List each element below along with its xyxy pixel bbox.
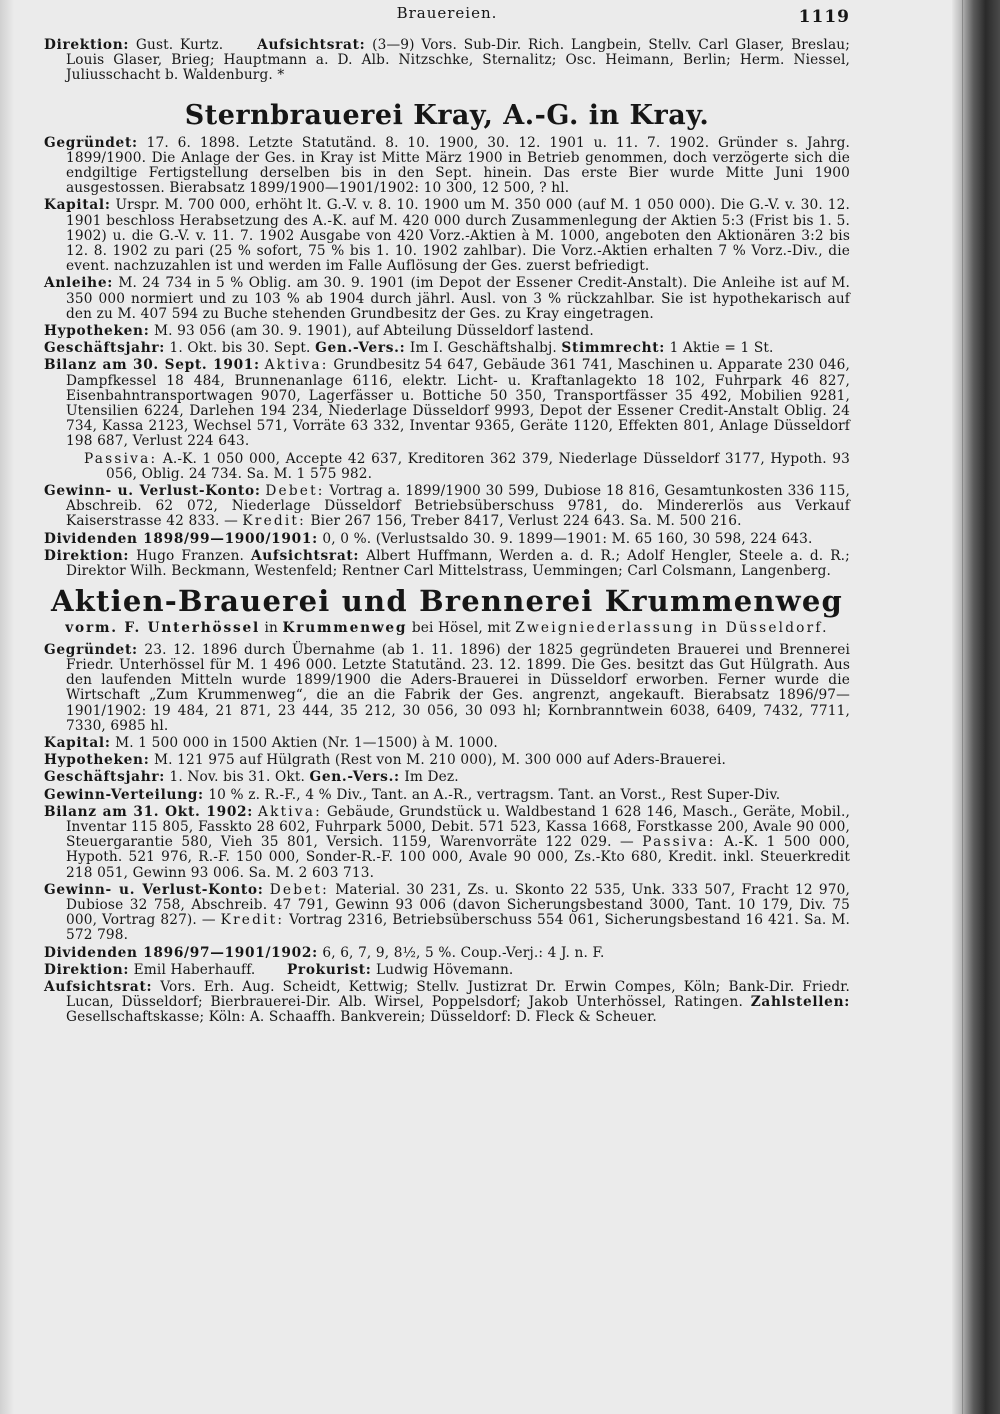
section-kapital: [44, 198, 850, 274]
section-text: Albert Huffmann, Werden a. d. R.; Adolf Hengler, Steele a. d. R.; Direktor Wilh. Beckmann, Westenfeld; Rentner Carl Mittelstrass, Uemmingen; Carl Colsmann, Langenberg.: [66, 547, 850, 580]
section-text: M. 24 734 in 5 % Oblig. am 30. 9. 1901 (im Depot der Essener Credit-Anstalt). Die Anleihe ist auf M. 350 000 normiert und zu 103 % ab 1904 durch jährl. Ausl. von 3 % rückzahlbar. Sie ist hypothekarisch auf den zu M. 407 594 zu Buche stehenden Grundbesitz der Ges. zu Kray eingetragen.: [66, 275, 850, 322]
section-label: Gewinn- u. Verlust-Konto:: [44, 483, 261, 500]
section-text: Emil Haberhauff.: [133, 961, 256, 978]
section-label: Prokurist:: [286, 961, 372, 978]
section-text: Im I. Geschäftshalbj.: [409, 340, 557, 357]
section-text: Im Dez.: [404, 769, 459, 786]
section-label: Geschäftsjahr:: [44, 340, 166, 357]
section-bilanz: Bilanz am 31. Okt. 1902: Aktiva: Gebäude, Grundstück u. Waldbestand 1 628 146, Masch., Geräte, Mobil., Inventar 115 805, Fasskto 28 602, Fuhrpark 5000, Debit. 571 523, Kassa 1668, Forstkasse 200, Avale 90 000, Steuergarantie 580, Vieh 35 801, Versich. 1159, Warenvorräte 122 029. — Passiva: A.-K. 1 500 000, Hypoth. 521 976, R.-F. 150 000, Sonder-R.-F. 100 000, Avale 90 000, Zs.-Kto 680, Kredit. inkl. Steuerkredit 218 051, Gewinn 93 006. Sa. M. 2 603 713.: [44, 803, 850, 881]
section-text: Ludwig Hövemann.: [376, 961, 514, 978]
section-gewinn-verlust: Gewinn- u. Verlust-Konto: Debet: Vortrag a. 1899/1900 30 599, Dubiose 18 816, Gesamtunkosten 336 115, Abschreib. 62 072, Niederlage Düsseldorf Betriebsüberschuss 9781, do. Mindererlös aus Verkauf Kaiserstrasse 42 833. — Kredit: Bier 267 156, Treber 8417, Verlust 224 643. Sa. M. 500 216.: [44, 483, 850, 530]
subtitle-place: Krummenweg: [282, 620, 408, 637]
section-text: A.-K. 1 050 000, Accepte 42 637, Kreditoren 362 379, Niederlage Düsseldorf 3177, Hypoth. 93 056, Oblig. 24 734. Sa. M. 1 575 982.: [106, 450, 850, 482]
label-direktion: Direktion:: [44, 37, 130, 53]
section-label: Hypotheken:: [44, 752, 150, 769]
section-text: Bier 267 156, Treber 8417, Verlust 224 643. Sa. M. 500 216.: [310, 513, 742, 530]
section-label: Geschäftsjahr:: [44, 769, 166, 786]
section-gewinn-verteilung: [44, 788, 850, 803]
aktiva-label: Aktiva:: [264, 357, 329, 374]
section-text: 1. Nov. bis 31. Okt.: [169, 769, 305, 786]
text-aufsichtsrat: (3—9) Vors. Sub-Dir. Rich. Langbein, Stellv. Carl Glaser, Breslau; Louis Glaser, Brieg; Hauptmann a. D. Alb. Nitzschke, Sternalitz; Osc. Heimann, Berlin; Herm. Niessel, Juliusschacht b. Waldenburg. *: [66, 37, 850, 84]
section-label: Direktion:: [44, 547, 130, 564]
section-dividenden: [44, 946, 850, 961]
section-gegruendet: [44, 643, 850, 734]
section-label: Dividenden 1898/99—1900/1901:: [44, 530, 318, 547]
section-text: 17. 6. 1898. Letzte Statutänd. 8. 10. 1900, 30. 12. 1901 u. 11. 7. 1902. Gründer s. Jahrg. 1899/1900. Die Anlage der Ges. in Kray ist Mitte März 1900 in Betrieb genommen, doch verzögerte sich die endgiltige Fertigstellung derselben bis in den Sept. hinein. Das erste Bier wurde Mitte Juni 1900 ausgestossen. Bierabsatz 1899/1900—1901/1902: 10 300, 12 500, ? hl.: [66, 134, 850, 197]
company-subtitle: [44, 621, 850, 637]
passiva-label: Passiva:: [84, 450, 158, 467]
subtitle-rest: bei Hösel, mit: [411, 620, 511, 637]
debet-label: Debet:: [269, 881, 329, 898]
subtitle-in: in: [264, 620, 279, 637]
section-text: 1 Aktie = 1 St.: [669, 340, 774, 357]
section-label: Bilanz am 30. Sept. 1901:: [44, 357, 260, 374]
passiva-label: Passiva:: [642, 834, 716, 851]
section-text: M. 93 056 (am 30. 9. 1901), auf Abteilung Düsseldorf lastend.: [153, 323, 594, 340]
section-direktion: [44, 549, 850, 579]
section-passiva: [44, 452, 850, 482]
section-label: Direktion:: [44, 961, 130, 978]
kredit-label: Kredit:: [242, 513, 306, 530]
section-text: 23. 12. 1896 durch Übernahme (ab 1. 11. 1896) der 1825 gegründeten Brauerei und Brennerei Friedr. Unterhössel für M. 1 496 000. Letzte Statutänd. 23. 12. 1899. Die Ges. besitzt das Gut Hülgrath. Aus den laufenden Mitteln wurde 1899/1900 die Aders-Brauerei in Düsseldorf erworben. Ferner wurde die Wirtschaft „Zum Krummenweg“, die an die Fabrik der Ges. angrenzt, angekauft. Bierabsatz 1896/97—1901/1902: 19 484, 21 871, 23 444, 35 212, 30 056, 30 093 hl; Kornbranntwein 6038, 6409, 7432, 7711, 7330, 6985 hl.: [66, 641, 850, 734]
section-label: Dividenden 1896/97—1901/1902:: [44, 944, 318, 961]
section-gewinn-verlust: Gewinn- u. Verlust-Konto: Debet: Material. 30 231, Zs. u. Skonto 22 535, Unk. 333 507, Fracht 12 970, Dubiose 32 758, Abschreib. 47 791, Gewinn 93 006 (davon Sicherungsbestand 3000, Tant. 10 179, Div. 75 000, Vortrag 827). — Kredit: Vortrag 2316, Betriebsüberschuss 554 061, Sicherungsbestand 16 421. Sa. M. 572 798.: [44, 881, 850, 944]
running-head: [44, 6, 850, 30]
section-text: Hugo Franzen.: [136, 547, 245, 564]
section-label: Gegründet:: [44, 641, 138, 658]
section-text: Material. 30 231, Zs. u. Skonto 22 535, Unk. 333 507, Fracht 12 970, Dubiose 32 758, Abschreib. 47 791, Gewinn 93 006 (davon Sicherungsbestand 3000, Tant. 10 179, Div. 75 000, Vortrag 827).: [66, 881, 850, 929]
section-label: Hypotheken:: [44, 323, 150, 340]
company-title-sternbrauerei: Sternbrauerei Kray, A.-G. in Kray.: [184, 99, 710, 131]
section-geschaeftsjahr: [44, 770, 850, 785]
section-anleihe: [44, 276, 850, 322]
subtitle-prefix: vorm. F. Unterhössel: [65, 620, 261, 637]
section-text: M. 121 975 auf Hülgrath (Rest von M. 210 000), M. 300 000 auf Aders-Brauerei.: [153, 752, 727, 769]
prev-entry-management: [44, 38, 850, 84]
section-label: Bilanz am 31. Okt. 1902:: [44, 803, 254, 820]
kredit-label: Kredit:: [220, 912, 285, 929]
left-page-edge: [0, 0, 14, 1414]
section-text: M. 1 500 000 in 1500 Aktien (Nr. 1—1500) à M. 1000.: [115, 735, 498, 752]
section-label: Aufsichtsrat:: [44, 979, 153, 996]
section-gegruendet: [44, 136, 850, 197]
debet-label: Debet:: [265, 483, 325, 500]
section-label: Gewinn-Verteilung:: [44, 786, 204, 803]
label-aufsichtsrat: Aufsichtsrat:: [257, 37, 366, 53]
page-number: 1119: [798, 7, 850, 27]
document-page: [44, 6, 850, 1406]
section-label: Gen.-Vers.:: [315, 340, 406, 357]
section-kapital: [44, 736, 850, 751]
section-label: Gegründet:: [44, 134, 138, 151]
section-label: Kapital:: [44, 735, 111, 752]
aktiva-label: Aktiva:: [258, 803, 322, 820]
text-direktion: Gust. Kurtz.: [135, 37, 224, 53]
section-label: Stimmrecht:: [561, 340, 666, 357]
section-label: Aufsichtsrat:: [250, 547, 360, 564]
section-text: A.-K. 1 500 000, Hypoth. 521 976, R.-F. 150 000, Sonder-R.-F. 100 000, Avale 90 000, Zs.-Kto 680, Kredit. inkl. Steuerkredit 218 051, Gewinn 93 006. Sa. M. 2 603 713.: [66, 834, 850, 881]
section-aufsichtsrat: [44, 980, 850, 1026]
section-label: Zahlstellen:: [750, 994, 850, 1011]
section-text: 10 % z. R.-F., 4 % Div., Tant. an A.-R., vertragsm. Tant. an Vorst., Rest Super-Div.: [208, 786, 781, 803]
section-label: Gewinn- u. Verlust-Konto:: [44, 881, 264, 898]
book-spine: [952, 0, 1000, 1414]
section-text: Vortrag 2316, Betriebsüberschuss 554 061, Sicherungsbestand 16 421. Sa. M. 572 798.: [66, 912, 850, 944]
section-label: Kapital:: [44, 197, 111, 214]
section-text: Grundbesitz 54 647, Gebäude 361 741, Maschinen u. Apparate 230 046, Dampfkessel 18 484, Brunnenanlage 6116, elektr. Licht- u. Kraftanlagekto 18 102, Fuhrpark 46 827, Eisenbahntransportwagen 9070, Lagerfässer u. Bottiche 50 350, Transportfässer 35 492, Mobilien 9281, Utensilien 6224, Darlehen 194 234, Niederlage Düsseldorf 9993, Depot der Essener Credit-Anstalt Oblig. 24 734, Kassa 2123, Wechsel 571, Vorräte 63 332, Inventar 9365, Geräte 1120, Effekten 801, Anlage Düsseldorf 198 687, Verlust 224 643.: [66, 357, 850, 450]
section-text: Vortrag a. 1899/1900 30 599, Dubiose 18 816, Gesamtunkosten 336 115, Abschreib. 62 072, Niederlage Düsseldorf Betriebsüberschuss 9781, do. Mindererlös aus Verkauf Kaiserstrasse 42 833.: [66, 483, 850, 530]
section-text: 1. Okt. bis 30. Sept.: [169, 340, 311, 357]
section-hypotheken: [44, 324, 850, 339]
running-title: Brauereien.: [396, 4, 498, 22]
section-hypotheken: [44, 753, 850, 768]
section-text: 6, 6, 7, 9, 8½, 5 %. Coup.-Verj.: 4 J. n. F.: [322, 944, 605, 961]
section-text: Vors. Erh. Aug. Scheidt, Kettwig; Stellv. Justizrat Dr. Erwin Compes, Köln; Bank-Dir. Friedr. Lucan, Düsseldorf; Bierbrauerei-Dir. Alb. Wirsel, Poppelsdorf; Jakob Unterhössel, Ratingen.: [66, 979, 850, 1011]
section-text: Gebäude, Grundstück u. Waldbestand 1 628 146, Masch., Geräte, Mobil., Inventar 115 805, Fasskto 28 602, Fuhrpark 5000, Debit. 571 523, Kassa 1668, Forstkasse 200, Avale 90 000, Steuergarantie 580, Vieh 35 801, Versich. 1159, Warenvorräte 122 029.: [66, 803, 850, 851]
section-label: Gen.-Vers.:: [309, 769, 400, 786]
company-title-krummenweg: Aktien-Brauerei und Brennerei Krummenweg: [51, 584, 843, 619]
subtitle-branch: Zweigniederlassung in Düsseldorf.: [515, 620, 829, 637]
section-bilanz: [44, 358, 850, 449]
section-text: Gesellschaftskasse; Köln: A. Schaaffh. Bankverein; Düsseldorf: D. Fleck & Scheuer.: [66, 1009, 657, 1026]
section-geschaeftsjahr: [44, 341, 850, 356]
section-text: 0, 0 %. (Verlustsaldo 30. 9. 1899—1901: M. 65 160, 30 598, 224 643.: [322, 530, 813, 547]
section-label: Anleihe:: [44, 275, 113, 292]
section-dividenden: [44, 532, 850, 547]
section-direktion: [44, 963, 850, 978]
section-text: Urspr. M. 700 000, erhöht lt. G.-V. v. 8. 10. 1900 um M. 350 000 (auf M. 1 050 000). Die G.-V. v. 30. 12. 1901 beschloss Herabsetzung des A.-K. auf M. 420 000 durch Zusammenlegung der Aktien 5:3 (Frist bis 1. 5. 1902) u. die G.-V. v. 11. 7. 1902 Ausgabe von 420 Vorz.-Aktien à M. 1000, angeboten den Aktionären 3:2 bis 12. 8. 1902 zu pari (25 % sofort, 75 % bis 1. 10. 1902 zahlbar). Die Vorz.-Aktien erhalten 7 % Vorz.-Div., die event. nachzuzahlen ist und werden im Falle Auflösung der Ges. zuerst befriedigt.: [66, 197, 850, 275]
